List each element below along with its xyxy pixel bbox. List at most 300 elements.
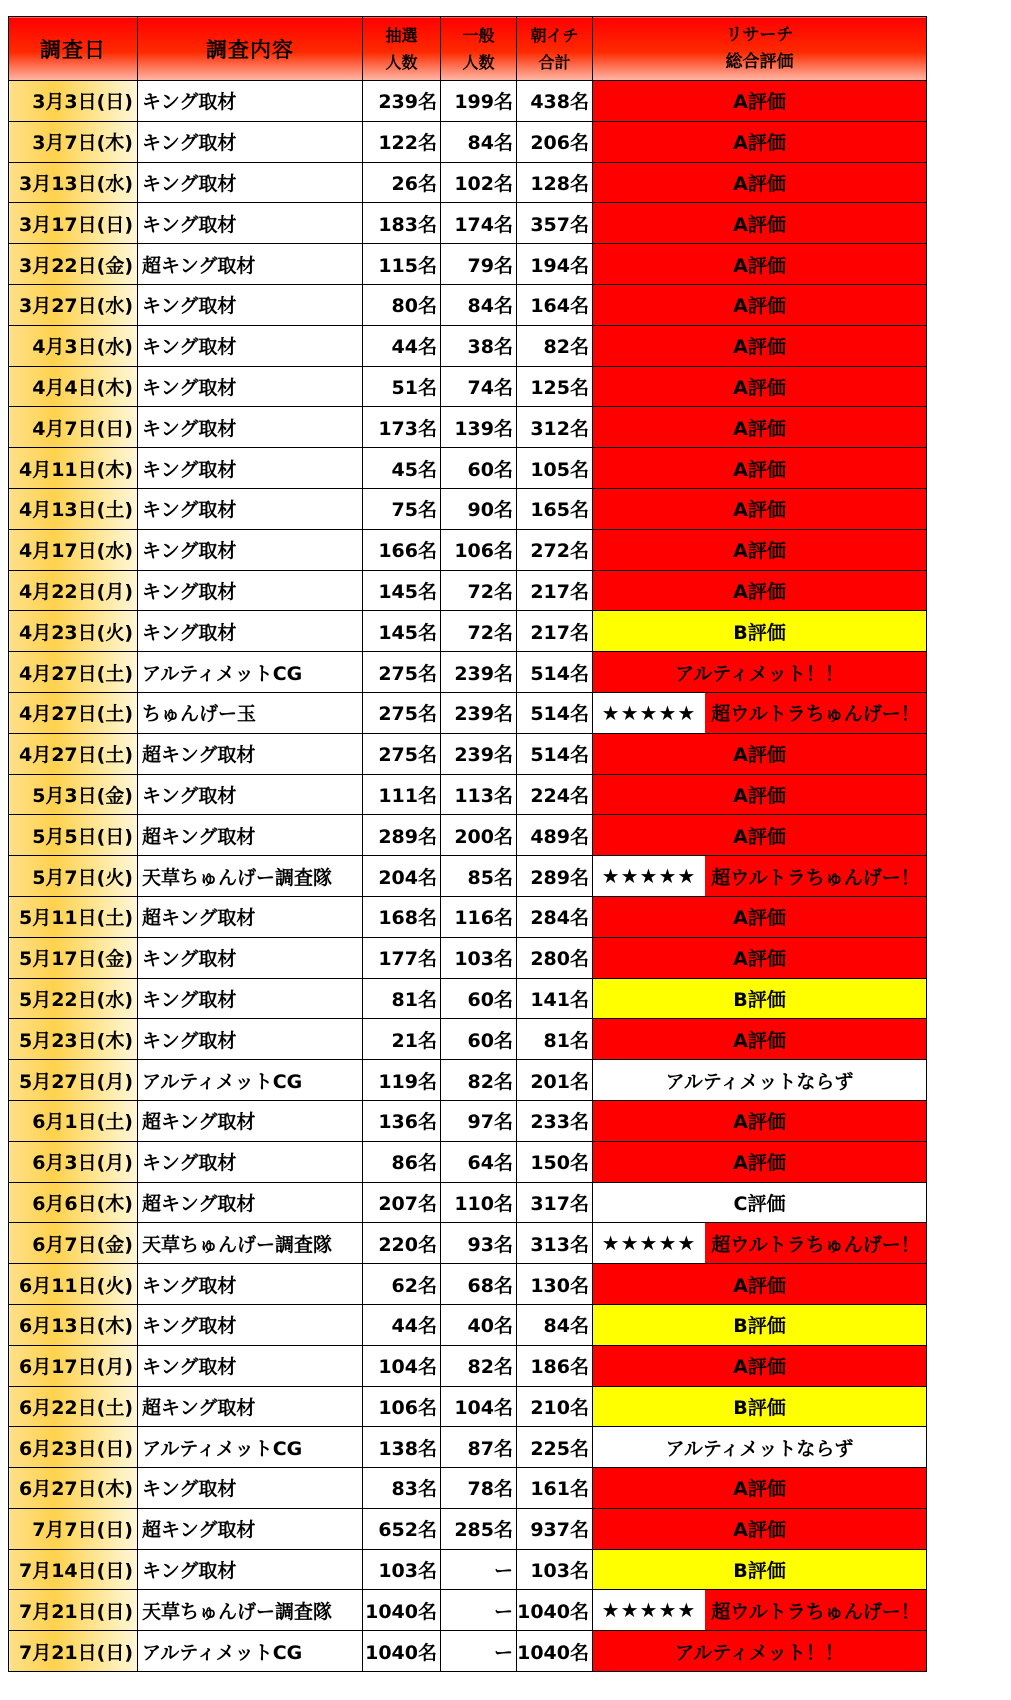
row-general-count: 103名 [441, 937, 517, 978]
row-content: 天草ちゅんげー調査隊 [138, 1223, 363, 1264]
row-rating: A評価 [593, 733, 927, 774]
row-content: キング取材 [138, 366, 363, 407]
row-rating: アルティメットならず [593, 1060, 927, 1101]
table-row [9, 611, 927, 652]
row-total-count: 141名 [517, 978, 593, 1019]
row-general-count: 72名 [441, 570, 517, 611]
row-lottery-count: 136名 [363, 1100, 441, 1141]
row-date: 6月23日(日) [9, 1427, 138, 1468]
row-total-count: 84名 [517, 1304, 593, 1345]
table-row [9, 407, 927, 448]
row-rating: B評価 [593, 611, 927, 652]
row-content: アルティメットCG [138, 1427, 363, 1468]
row-general-count: 90名 [441, 488, 517, 529]
row-rating: A評価 [593, 1100, 927, 1141]
row-rating: アルティメットならず [593, 1427, 927, 1468]
star-rating-icon: ★★★★★ [593, 1590, 705, 1630]
row-lottery-count: 289名 [363, 815, 441, 856]
row-date: 7月21日(日) [9, 1631, 138, 1672]
row-rating: A評価 [593, 1019, 927, 1060]
row-content: キング取材 [138, 1345, 363, 1386]
header-rating-line1: リサーチ [725, 24, 794, 45]
row-general-count: 82名 [441, 1345, 517, 1386]
table-row [9, 1386, 927, 1427]
row-date: 7月14日(日) [9, 1549, 138, 1590]
table-row [9, 448, 927, 489]
row-rating [593, 692, 927, 733]
row-total-count: 210名 [517, 1386, 593, 1427]
row-general-count: 139名 [441, 407, 517, 448]
row-total-count: 125名 [517, 366, 593, 407]
row-lottery-count: 45名 [363, 448, 441, 489]
row-date: 7月7日(日) [9, 1508, 138, 1549]
row-date: 4月27日(土) [9, 733, 138, 774]
row-rating: A評価 [593, 937, 927, 978]
row-total-count: 312名 [517, 407, 593, 448]
row-general-count: 116名 [441, 896, 517, 937]
row-content: キング取材 [138, 448, 363, 489]
row-lottery-count: 173名 [363, 407, 441, 448]
row-total-count: 105名 [517, 448, 593, 489]
row-rating [593, 1590, 927, 1631]
table-row [9, 815, 927, 856]
row-lottery-count: 103名 [363, 1549, 441, 1590]
row-general-count: 84名 [441, 284, 517, 325]
row-date: 7月21日(日) [9, 1590, 138, 1631]
row-content: キング取材 [138, 1141, 363, 1182]
table-row [9, 733, 927, 774]
row-total-count: 128名 [517, 162, 593, 203]
table-row [9, 1427, 927, 1468]
row-lottery-count: 166名 [363, 529, 441, 570]
table-row [9, 570, 927, 611]
row-lottery-count: 86名 [363, 1141, 441, 1182]
row-general-count: 60名 [441, 448, 517, 489]
table-row [9, 488, 927, 529]
row-total-count: 130名 [517, 1264, 593, 1305]
rating-label: 超ウルトラちゅんげー！ [705, 693, 926, 733]
row-lottery-count: 80名 [363, 284, 441, 325]
row-lottery-count: 1040名 [363, 1631, 441, 1672]
row-lottery-count: 26名 [363, 162, 441, 203]
table-row [9, 162, 927, 203]
row-rating: A評価 [593, 815, 927, 856]
row-content: キング取材 [138, 937, 363, 978]
row-date: 6月22日(土) [9, 1386, 138, 1427]
row-rating: A評価 [593, 448, 927, 489]
row-rating: B評価 [593, 1386, 927, 1427]
row-general-count: 38名 [441, 325, 517, 366]
row-lottery-count: 207名 [363, 1182, 441, 1223]
row-lottery-count: 119名 [363, 1060, 441, 1101]
row-date: 4月7日(日) [9, 407, 138, 448]
row-rating: A評価 [593, 121, 927, 162]
table-row [9, 1304, 927, 1345]
row-rating: アルティメット！！ [593, 1631, 927, 1672]
table-row [9, 203, 927, 244]
row-rating: A評価 [593, 244, 927, 285]
row-lottery-count: 115名 [363, 244, 441, 285]
research-table [8, 16, 927, 1672]
row-date: 5月5日(日) [9, 815, 138, 856]
row-date: 5月11日(土) [9, 896, 138, 937]
row-date: 6月7日(金) [9, 1223, 138, 1264]
row-date: 3月13日(水) [9, 162, 138, 203]
row-general-count: ー [441, 1631, 517, 1672]
row-rating: A評価 [593, 774, 927, 815]
row-content: キング取材 [138, 407, 363, 448]
row-date: 4月22日(月) [9, 570, 138, 611]
table-row [9, 1141, 927, 1182]
row-lottery-count: 275名 [363, 652, 441, 693]
row-total-count: 438名 [517, 81, 593, 122]
row-content: キング取材 [138, 162, 363, 203]
row-general-count: 199名 [441, 81, 517, 122]
header-total [517, 17, 593, 81]
row-total-count: 206名 [517, 121, 593, 162]
row-lottery-count: 104名 [363, 1345, 441, 1386]
table-row [9, 1549, 927, 1590]
row-rating: A評価 [593, 1141, 927, 1182]
row-rating: A評価 [593, 203, 927, 244]
header-general [441, 17, 517, 81]
row-rating: A評価 [593, 1264, 927, 1305]
row-content: アルティメットCG [138, 1631, 363, 1672]
table-body [9, 81, 927, 1672]
row-general-count: 60名 [441, 1019, 517, 1060]
row-total-count: 81名 [517, 1019, 593, 1060]
row-date: 4月13日(土) [9, 488, 138, 529]
row-date: 3月27日(水) [9, 284, 138, 325]
row-lottery-count: 220名 [363, 1223, 441, 1264]
row-date: 3月7日(木) [9, 121, 138, 162]
row-date: 6月11日(火) [9, 1264, 138, 1305]
rating-stars-wrapper [593, 856, 926, 896]
row-lottery-count: 83名 [363, 1468, 441, 1509]
row-lottery-count: 275名 [363, 733, 441, 774]
row-rating: アルティメット！！ [593, 652, 927, 693]
table-row [9, 1019, 927, 1060]
table-row [9, 121, 927, 162]
star-rating-icon: ★★★★★ [593, 1223, 705, 1263]
row-general-count: 239名 [441, 652, 517, 693]
header-general-line2: 人数 [462, 52, 495, 72]
research-table-container [8, 16, 927, 1672]
star-rating-icon: ★★★★★ [593, 693, 705, 733]
row-general-count: 40名 [441, 1304, 517, 1345]
row-content: キング取材 [138, 1264, 363, 1305]
row-date: 5月27日(月) [9, 1060, 138, 1101]
row-total-count: 201名 [517, 1060, 593, 1101]
rating-stars-wrapper [593, 1590, 926, 1630]
row-lottery-count: 111名 [363, 774, 441, 815]
row-date: 6月6日(木) [9, 1182, 138, 1223]
row-date: 6月1日(土) [9, 1100, 138, 1141]
row-lottery-count: 75名 [363, 488, 441, 529]
row-content: 超キング取材 [138, 1182, 363, 1223]
row-lottery-count: 177名 [363, 937, 441, 978]
row-total-count: 217名 [517, 570, 593, 611]
row-lottery-count: 183名 [363, 203, 441, 244]
row-total-count: 272名 [517, 529, 593, 570]
row-content: キング取材 [138, 1549, 363, 1590]
row-date: 4月27日(土) [9, 652, 138, 693]
row-date: 6月3日(月) [9, 1141, 138, 1182]
row-general-count: 106名 [441, 529, 517, 570]
row-content: キング取材 [138, 774, 363, 815]
table-row [9, 81, 927, 122]
row-content: キング取材 [138, 203, 363, 244]
header-date: 調査日 [9, 17, 138, 81]
row-date: 4月23日(火) [9, 611, 138, 652]
header-total-line2: 合計 [538, 52, 571, 72]
row-date: 4月27日(土) [9, 692, 138, 733]
row-content: キング取材 [138, 488, 363, 529]
row-lottery-count: 1040名 [363, 1590, 441, 1631]
row-general-count: 72名 [441, 611, 517, 652]
table-row [9, 774, 927, 815]
row-lottery-count: 168名 [363, 896, 441, 937]
table-row [9, 1100, 927, 1141]
row-general-count: 200名 [441, 815, 517, 856]
row-total-count: 225名 [517, 1427, 593, 1468]
row-lottery-count: 106名 [363, 1386, 441, 1427]
row-general-count: 104名 [441, 1386, 517, 1427]
header-lottery [363, 17, 441, 81]
row-general-count: ー [441, 1549, 517, 1590]
row-content: 超キング取材 [138, 815, 363, 856]
table-row [9, 652, 927, 693]
row-total-count: 289名 [517, 856, 593, 897]
row-rating: A評価 [593, 366, 927, 407]
row-content: キング取材 [138, 325, 363, 366]
row-content: キング取材 [138, 121, 363, 162]
row-content: 天草ちゅんげー調査隊 [138, 1590, 363, 1631]
star-rating-icon: ★★★★★ [593, 856, 705, 896]
row-general-count: 78名 [441, 1468, 517, 1509]
row-content: キング取材 [138, 1019, 363, 1060]
row-date: 5月3日(金) [9, 774, 138, 815]
header-content: 調査内容 [138, 17, 363, 81]
row-date: 5月7日(火) [9, 856, 138, 897]
rating-stars-wrapper [593, 1223, 926, 1263]
row-general-count: 97名 [441, 1100, 517, 1141]
rating-label: 超ウルトラちゅんげー！ [705, 1223, 926, 1263]
row-general-count: 64名 [441, 1141, 517, 1182]
row-content: キング取材 [138, 284, 363, 325]
row-date: 5月17日(金) [9, 937, 138, 978]
row-date: 4月11日(木) [9, 448, 138, 489]
row-content: 超キング取材 [138, 244, 363, 285]
row-content: キング取材 [138, 529, 363, 570]
row-lottery-count: 44名 [363, 1304, 441, 1345]
row-rating: A評価 [593, 1508, 927, 1549]
row-general-count: 239名 [441, 733, 517, 774]
header-row [9, 17, 927, 81]
table-row [9, 529, 927, 570]
row-total-count: 233名 [517, 1100, 593, 1141]
row-total-count: 489名 [517, 815, 593, 856]
row-general-count: 239名 [441, 692, 517, 733]
row-content: 超キング取材 [138, 733, 363, 774]
row-date: 3月3日(日) [9, 81, 138, 122]
row-general-count: 68名 [441, 1264, 517, 1305]
row-lottery-count: 275名 [363, 692, 441, 733]
row-general-count: 113名 [441, 774, 517, 815]
table-header [9, 17, 927, 81]
row-rating: A評価 [593, 81, 927, 122]
table-row [9, 244, 927, 285]
row-lottery-count: 138名 [363, 1427, 441, 1468]
table-row [9, 1468, 927, 1509]
table-row [9, 1264, 927, 1305]
header-lottery-line1: 抽選 [385, 25, 418, 45]
row-content: キング取材 [138, 81, 363, 122]
row-content: キング取材 [138, 1468, 363, 1509]
row-rating: C評価 [593, 1182, 927, 1223]
row-lottery-count: 145名 [363, 611, 441, 652]
table-row [9, 937, 927, 978]
row-lottery-count: 652名 [363, 1508, 441, 1549]
header-lottery-line2: 人数 [385, 52, 418, 72]
row-rating: A評価 [593, 570, 927, 611]
row-rating [593, 856, 927, 897]
row-general-count: 82名 [441, 1060, 517, 1101]
table-row [9, 325, 927, 366]
table-row [9, 1223, 927, 1264]
row-general-count: 285名 [441, 1508, 517, 1549]
row-date: 4月4日(木) [9, 366, 138, 407]
row-rating: A評価 [593, 1468, 927, 1509]
row-rating: A評価 [593, 407, 927, 448]
row-lottery-count: 204名 [363, 856, 441, 897]
row-rating: A評価 [593, 325, 927, 366]
row-general-count: ー [441, 1590, 517, 1631]
table-row [9, 1060, 927, 1101]
header-general-line1: 一般 [462, 25, 495, 45]
row-lottery-count: 239名 [363, 81, 441, 122]
row-lottery-count: 62名 [363, 1264, 441, 1305]
row-content: ちゅんげー玉 [138, 692, 363, 733]
row-total-count: 82名 [517, 325, 593, 366]
table-row [9, 1590, 927, 1631]
row-content: アルティメットCG [138, 652, 363, 693]
row-total-count: 103名 [517, 1549, 593, 1590]
row-total-count: 514名 [517, 733, 593, 774]
row-general-count: 87名 [441, 1427, 517, 1468]
row-general-count: 174名 [441, 203, 517, 244]
row-total-count: 514名 [517, 692, 593, 733]
row-lottery-count: 81名 [363, 978, 441, 1019]
row-total-count: 1040名 [517, 1631, 593, 1672]
row-rating: A評価 [593, 1345, 927, 1386]
row-content: 超キング取材 [138, 896, 363, 937]
row-total-count: 194名 [517, 244, 593, 285]
row-content: キング取材 [138, 611, 363, 652]
rating-label: 超ウルトラちゅんげー！ [705, 1590, 926, 1630]
row-date: 5月23日(木) [9, 1019, 138, 1060]
row-total-count: 161名 [517, 1468, 593, 1509]
row-lottery-count: 145名 [363, 570, 441, 611]
row-rating: B評価 [593, 1304, 927, 1345]
row-lottery-count: 122名 [363, 121, 441, 162]
table-row [9, 1631, 927, 1672]
table-row [9, 366, 927, 407]
row-general-count: 102名 [441, 162, 517, 203]
row-rating: B評価 [593, 1549, 927, 1590]
row-rating: A評価 [593, 284, 927, 325]
row-total-count: 217名 [517, 611, 593, 652]
row-date: 6月13日(木) [9, 1304, 138, 1345]
row-content: キング取材 [138, 570, 363, 611]
row-rating: B評価 [593, 978, 927, 1019]
row-date: 6月17日(月) [9, 1345, 138, 1386]
row-date: 3月17日(日) [9, 203, 138, 244]
row-total-count: 224名 [517, 774, 593, 815]
row-general-count: 93名 [441, 1223, 517, 1264]
row-date: 4月3日(水) [9, 325, 138, 366]
row-total-count: 186名 [517, 1345, 593, 1386]
row-general-count: 74名 [441, 366, 517, 407]
table-row [9, 856, 927, 897]
table-row [9, 284, 927, 325]
row-date: 3月22日(金) [9, 244, 138, 285]
row-content: 超キング取材 [138, 1508, 363, 1549]
row-rating: A評価 [593, 896, 927, 937]
row-date: 5月22日(水) [9, 978, 138, 1019]
table-row [9, 1508, 927, 1549]
row-rating: A評価 [593, 162, 927, 203]
header-total-line1: 朝イチ [530, 25, 579, 45]
row-date: 4月17日(水) [9, 529, 138, 570]
header-rating [593, 17, 927, 81]
row-content: 天草ちゅんげー調査隊 [138, 856, 363, 897]
row-total-count: 514名 [517, 652, 593, 693]
row-date: 6月27日(木) [9, 1468, 138, 1509]
row-total-count: 284名 [517, 896, 593, 937]
table-row [9, 1182, 927, 1223]
row-rating: A評価 [593, 529, 927, 570]
row-general-count: 110名 [441, 1182, 517, 1223]
row-general-count: 60名 [441, 978, 517, 1019]
row-total-count: 317名 [517, 1182, 593, 1223]
row-rating [593, 1223, 927, 1264]
row-content: 超キング取材 [138, 1100, 363, 1141]
row-general-count: 85名 [441, 856, 517, 897]
row-content: 超キング取材 [138, 1386, 363, 1427]
header-rating-line2: 総合評価 [725, 51, 794, 72]
row-lottery-count: 44名 [363, 325, 441, 366]
row-total-count: 313名 [517, 1223, 593, 1264]
row-content: キング取材 [138, 1304, 363, 1345]
table-row [9, 896, 927, 937]
row-general-count: 84名 [441, 121, 517, 162]
rating-label: 超ウルトラちゅんげー！ [705, 856, 926, 896]
row-total-count: 280名 [517, 937, 593, 978]
table-row [9, 1345, 927, 1386]
row-total-count: 164名 [517, 284, 593, 325]
row-total-count: 937名 [517, 1508, 593, 1549]
row-content: アルティメットCG [138, 1060, 363, 1101]
row-total-count: 165名 [517, 488, 593, 529]
row-total-count: 1040名 [517, 1590, 593, 1631]
table-row [9, 692, 927, 733]
row-lottery-count: 51名 [363, 366, 441, 407]
row-total-count: 150名 [517, 1141, 593, 1182]
rating-stars-wrapper [593, 693, 926, 733]
row-content: キング取材 [138, 978, 363, 1019]
row-general-count: 79名 [441, 244, 517, 285]
